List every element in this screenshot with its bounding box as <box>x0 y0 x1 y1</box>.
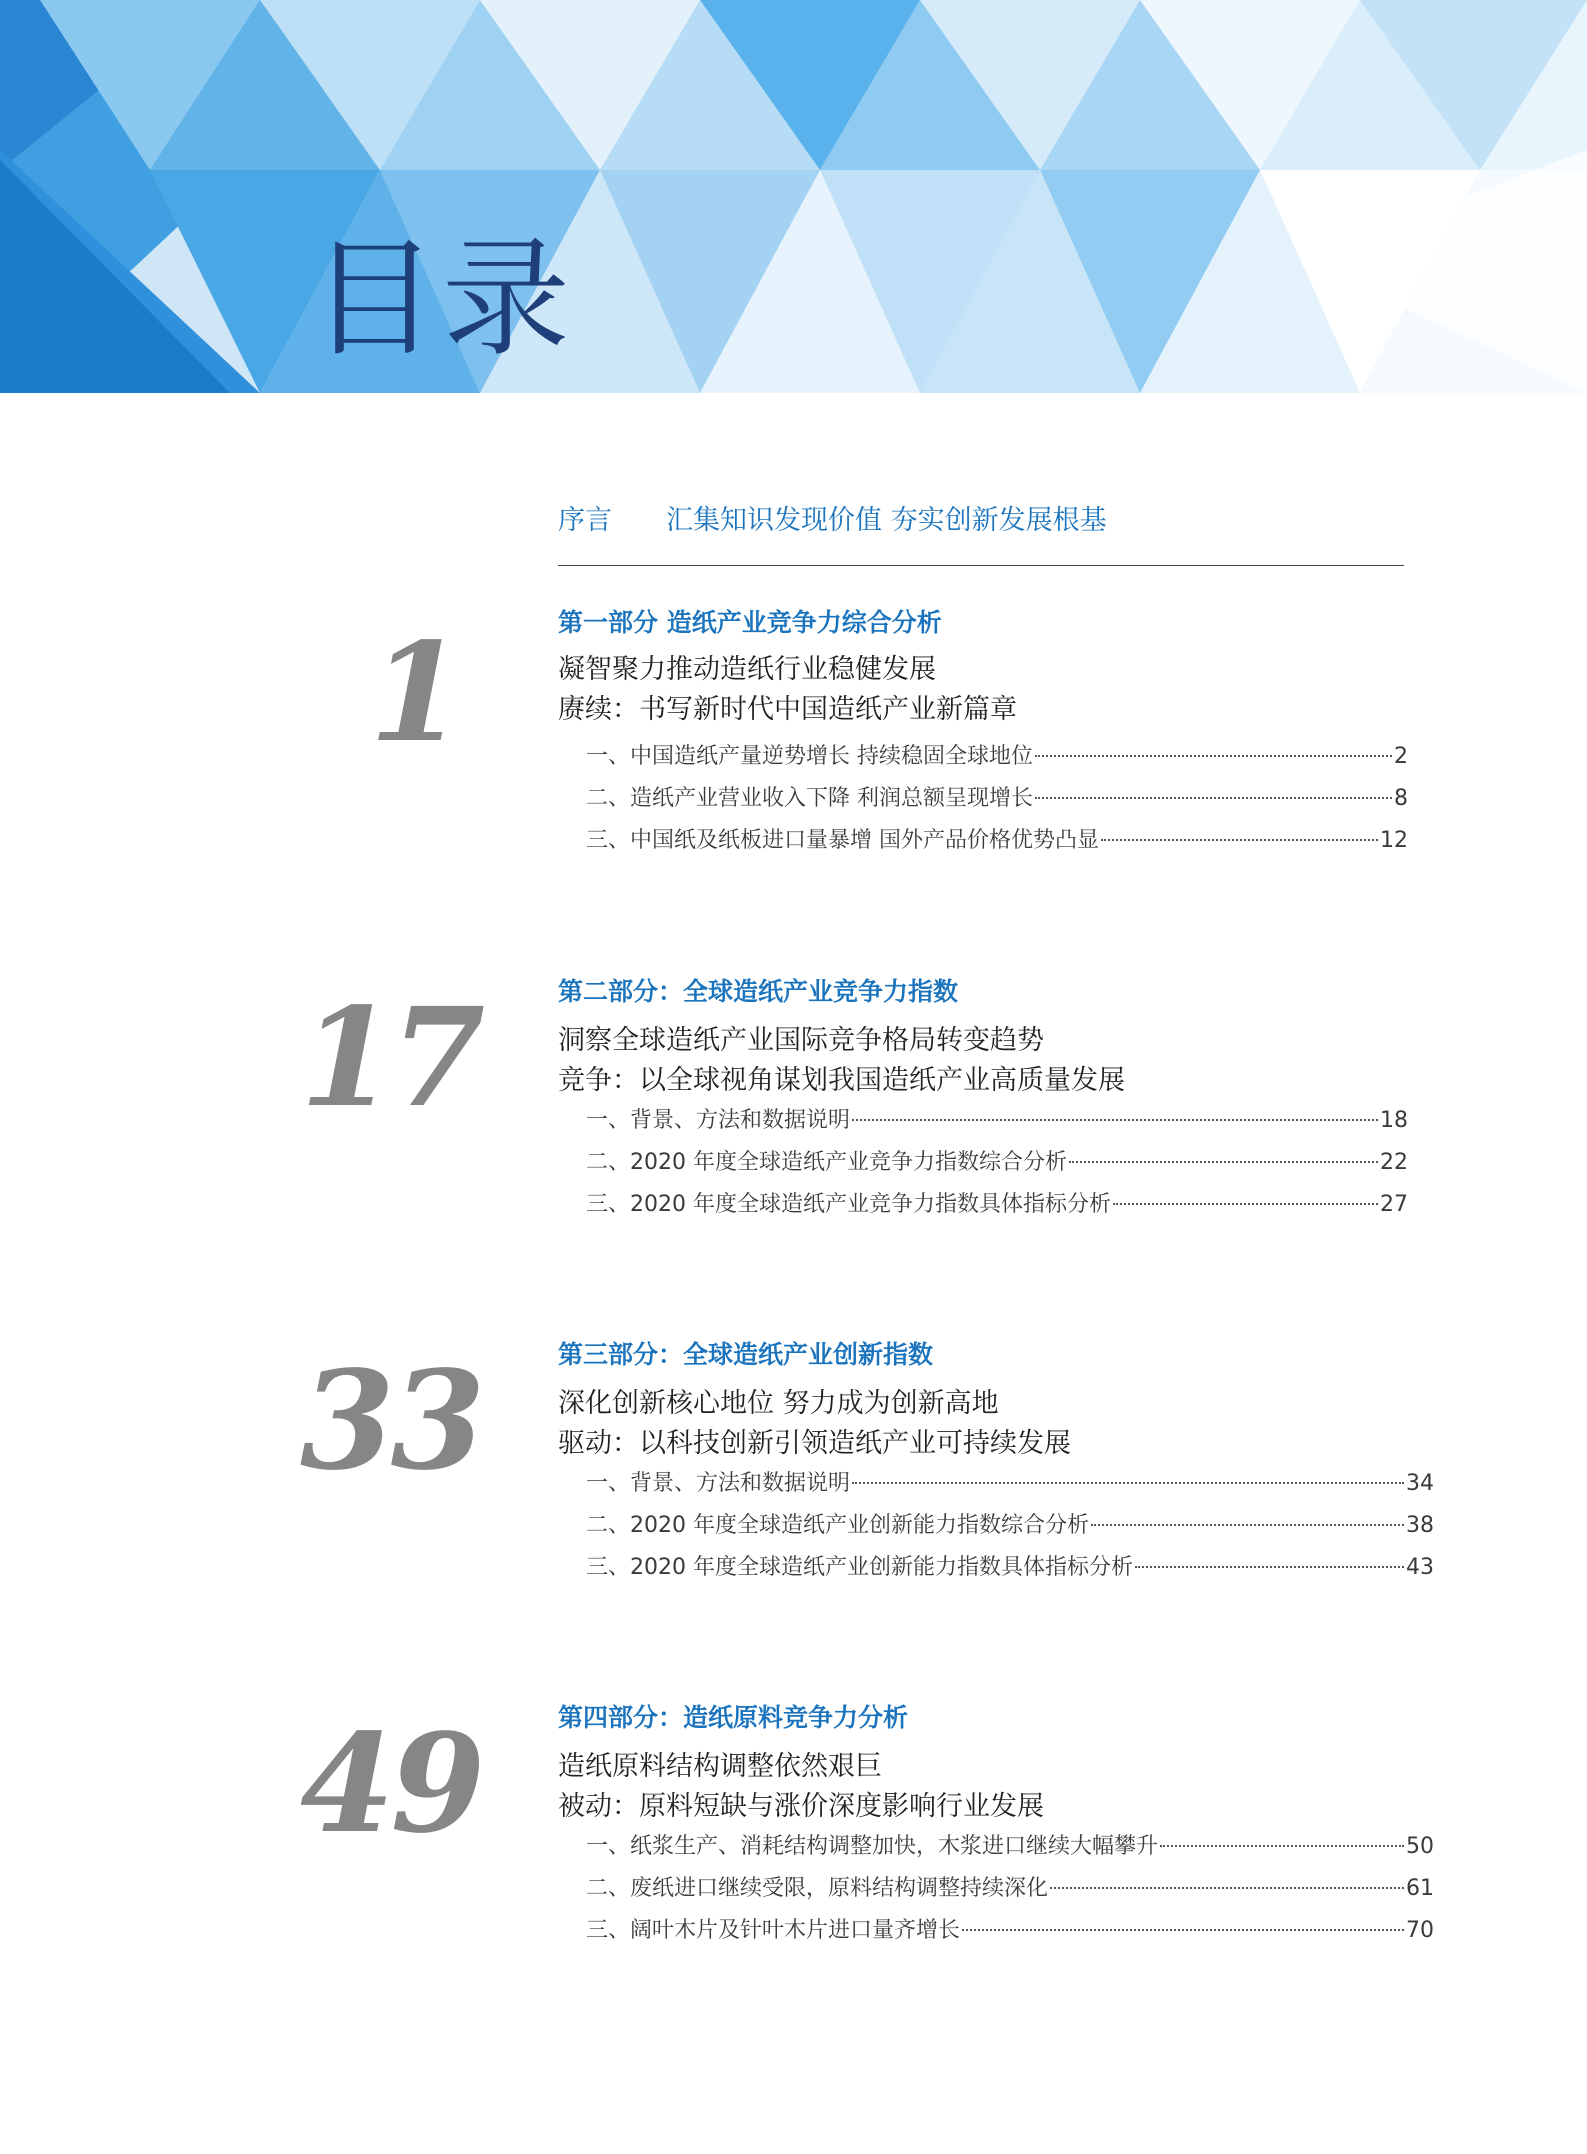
preface-entry[interactable] <box>558 498 1404 537</box>
dot-leader <box>1101 839 1378 841</box>
section-number: 49 <box>300 1704 482 1864</box>
preface-label: 序言 <box>558 505 612 536</box>
toc-entry[interactable] <box>586 823 1408 855</box>
toc-entry-text: 一、背景、方法和数据说明 <box>586 1108 851 1133</box>
dot-leader <box>852 1119 1378 1121</box>
part-title[interactable]: 第二部分：全球造纸产业竞争力指数 <box>558 977 959 1006</box>
toc-entry-text: 一、纸浆生产、消耗结构调整加快，木浆进口继续大幅攀升 <box>586 1834 1159 1859</box>
dot-leader <box>1160 1845 1404 1847</box>
dot-leader <box>1050 1887 1404 1889</box>
toc-entry-text: 二、2020 年度全球造纸产业创新能力指数综合分析 <box>586 1513 1089 1538</box>
toc-entry-text: 一、中国造纸产量逆势增长 持续稳固全球地位 <box>586 744 1033 769</box>
toc-entry-text: 三、阔叶木片及针叶木片进口量齐增长 <box>586 1918 961 1943</box>
toc-entry[interactable] <box>586 1829 1434 1861</box>
page-number: 8 <box>1394 786 1408 811</box>
toc-entry[interactable] <box>586 1550 1434 1582</box>
dot-leader <box>852 1482 1404 1484</box>
part-title[interactable]: 第四部分：造纸原料竞争力分析 <box>558 1703 909 1732</box>
page-number: 22 <box>1380 1150 1408 1175</box>
section-subtitle: 造纸原料结构调整依然艰巨 <box>558 1751 882 1782</box>
section-subtitle: 驱动：以科技创新引领造纸产业可持续发展 <box>558 1428 1071 1459</box>
toc-entry-text: 二、2020 年度全球造纸产业竞争力指数综合分析 <box>586 1150 1067 1175</box>
page-number: 2 <box>1394 744 1408 769</box>
part-title[interactable]: 第一部分 造纸产业竞争力综合分析 <box>558 608 942 637</box>
dot-leader <box>1035 755 1392 757</box>
dot-leader <box>1035 797 1392 799</box>
page-title: 目录 <box>310 225 575 374</box>
toc-entry[interactable] <box>586 1466 1434 1498</box>
toc-entry[interactable] <box>586 781 1408 813</box>
page-number: 18 <box>1380 1108 1408 1133</box>
page-number: 27 <box>1380 1192 1408 1217</box>
toc-entry[interactable] <box>586 1871 1434 1903</box>
toc-entry-text: 三、2020 年度全球造纸产业竞争力指数具体指标分析 <box>586 1192 1111 1217</box>
dot-leader <box>1113 1203 1378 1205</box>
page-number: 38 <box>1406 1513 1434 1538</box>
section-number: 33 <box>300 1341 482 1501</box>
page-number: 61 <box>1406 1876 1434 1901</box>
page-number: 70 <box>1406 1918 1434 1943</box>
toc-entry-text: 二、造纸产业营业收入下降 利润总额呈现增长 <box>586 786 1033 811</box>
dot-leader <box>1069 1161 1378 1163</box>
dot-leader <box>1091 1524 1404 1526</box>
section-subtitle: 凝智聚力推动造纸行业稳健发展 <box>558 654 936 685</box>
toc-entry-text: 一、背景、方法和数据说明 <box>586 1471 851 1496</box>
header-banner <box>0 0 1587 393</box>
section-number: 17 <box>300 978 482 1138</box>
section-subtitle: 被动：原料短缺与涨价深度影响行业发展 <box>558 1791 1044 1822</box>
toc-entry-text: 三、中国纸及纸板进口量暴增 国外产品价格优势凸显 <box>586 828 1099 853</box>
toc-entry[interactable] <box>586 1103 1408 1135</box>
dot-leader <box>962 1929 1404 1931</box>
divider <box>558 565 1404 566</box>
section-subtitle: 竞争：以全球视角谋划我国造纸产业高质量发展 <box>558 1065 1125 1096</box>
page-number: 12 <box>1380 828 1408 853</box>
part-title[interactable]: 第三部分：全球造纸产业创新指数 <box>558 1340 934 1369</box>
toc-entry-text: 三、2020 年度全球造纸产业创新能力指数具体指标分析 <box>586 1555 1133 1580</box>
page-number: 34 <box>1406 1471 1434 1496</box>
page-number: 43 <box>1406 1555 1434 1580</box>
geometric-pattern <box>0 0 1587 393</box>
section-number: 1 <box>369 613 460 773</box>
toc-entry[interactable] <box>586 739 1408 771</box>
section-subtitle: 赓续：书写新时代中国造纸产业新篇章 <box>558 694 1017 725</box>
toc-entry[interactable] <box>586 1508 1434 1540</box>
preface-title: 汇集知识发现价值 夯实创新发展根基 <box>666 505 1107 536</box>
toc-entry[interactable] <box>586 1145 1408 1177</box>
section-subtitle: 洞察全球造纸产业国际竞争格局转变趋势 <box>558 1025 1044 1056</box>
section-subtitle: 深化创新核心地位 努力成为创新高地 <box>558 1388 999 1419</box>
dot-leader <box>1135 1566 1404 1568</box>
toc-entry-text: 二、废纸进口继续受限，原料结构调整持续深化 <box>586 1876 1049 1901</box>
page-number: 50 <box>1406 1834 1434 1859</box>
toc-entry[interactable] <box>586 1187 1408 1219</box>
toc-entry[interactable] <box>586 1913 1434 1945</box>
